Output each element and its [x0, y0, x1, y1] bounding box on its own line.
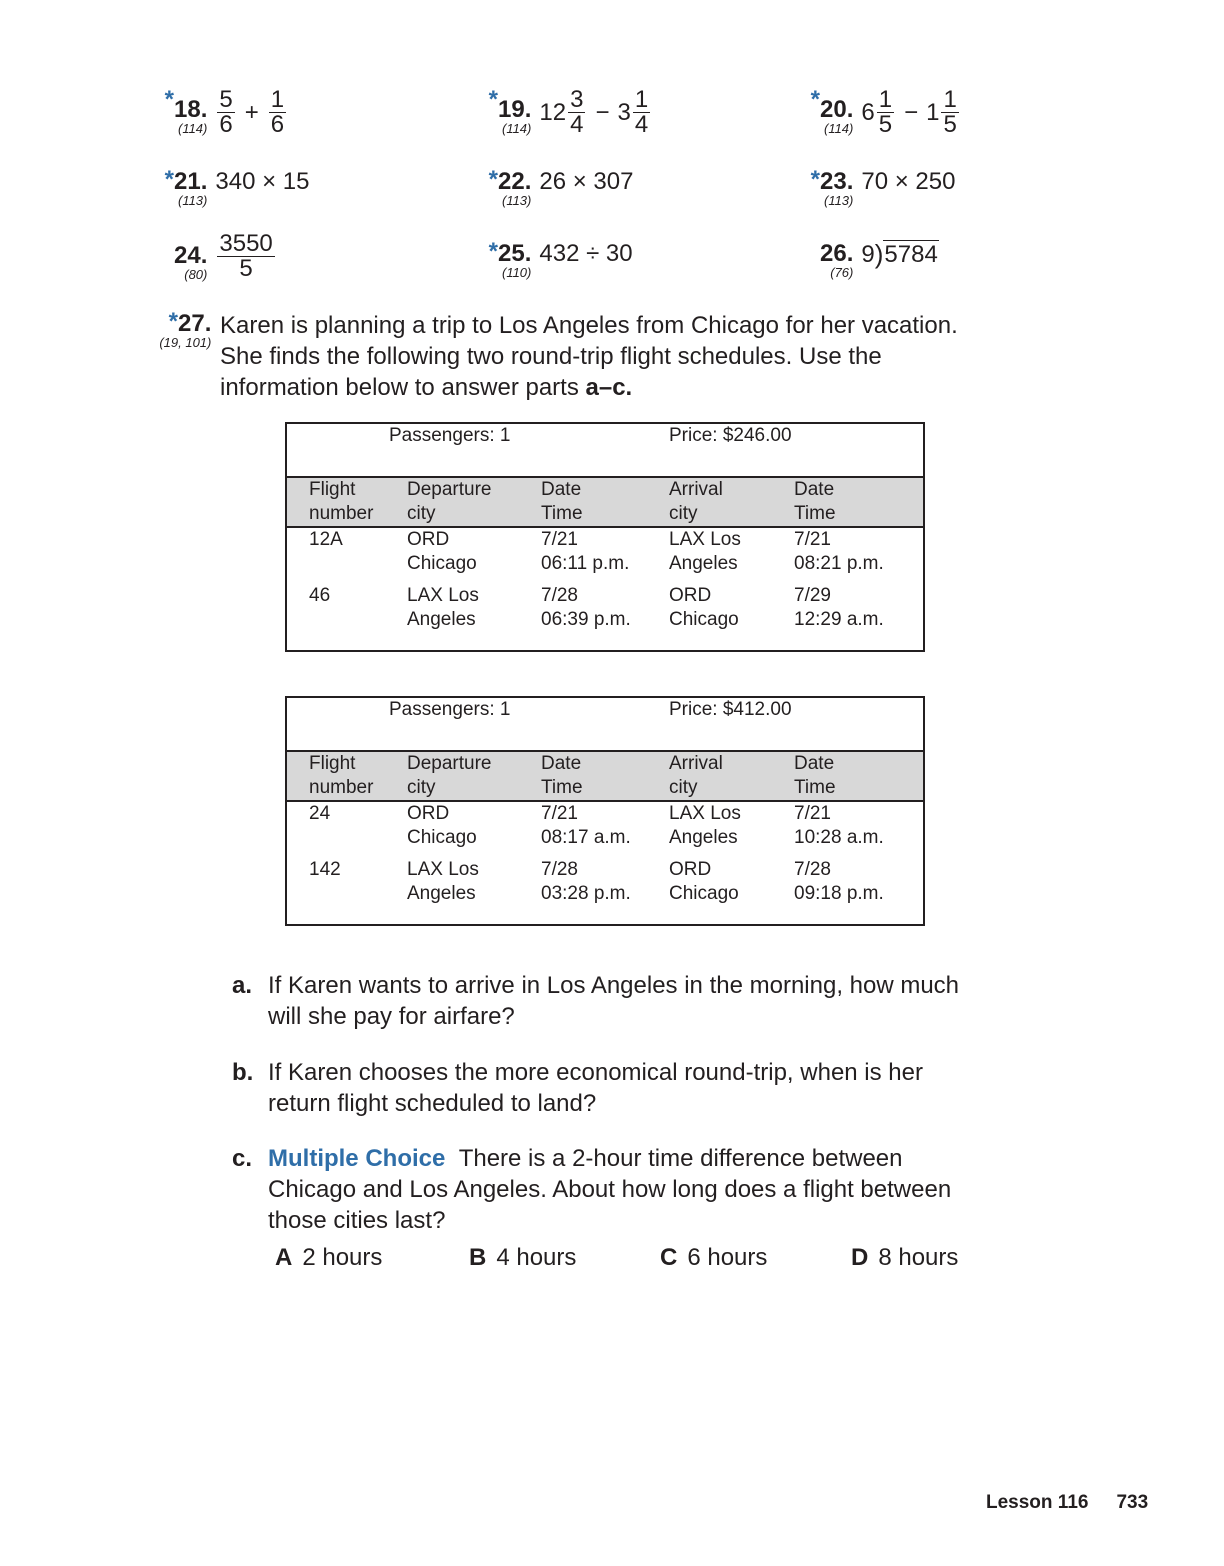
expression: 340 × 15 — [215, 168, 310, 195]
cell-line: 7/28 — [541, 585, 578, 606]
part-label: a. — [232, 972, 253, 999]
cell-line: 09:18 p.m. — [794, 883, 884, 904]
page-footer — [986, 1492, 1148, 1514]
table-cell — [541, 576, 669, 651]
text-line: If Karen wants to arrive in Los Angeles in the morning, how much — [268, 972, 960, 999]
table-summary-row — [286, 423, 924, 477]
cell-line — [309, 826, 407, 850]
expression: 26 × 307 — [539, 168, 634, 195]
problem-number: 19. — [498, 96, 532, 123]
cell-line: 7/21 — [794, 529, 831, 550]
problem-19 — [484, 88, 652, 137]
fraction — [568, 88, 585, 137]
problem-number: 27. — [178, 310, 212, 337]
cell-line: Angeles — [669, 553, 738, 574]
expression: 432 ÷ 30 — [539, 240, 633, 267]
problem-number: 25. — [498, 240, 532, 267]
table-summary-row — [286, 697, 924, 751]
numerator: 3550 — [219, 230, 273, 257]
choice-a[interactable] — [275, 1242, 382, 1273]
header-line: number — [309, 777, 374, 798]
text-line: Chicago and Los Angeles. About how long does a flight between — [268, 1176, 952, 1203]
problem-26 — [806, 240, 939, 279]
cell-line: 7/29 — [794, 585, 831, 606]
cell-line: ORD — [669, 859, 712, 880]
table-cell — [669, 527, 794, 576]
divisor: 9 — [861, 240, 875, 268]
problem-21 — [160, 168, 309, 207]
header-line: city — [407, 777, 436, 798]
choice-d[interactable] — [851, 1242, 958, 1273]
multiple-choice-label: Multiple Choice — [268, 1145, 446, 1172]
star-icon: * — [164, 86, 174, 113]
cell-line: 7/21 — [541, 529, 578, 550]
choice-text: 6 hours — [687, 1244, 768, 1271]
cell-line: 12:29 a.m. — [794, 609, 884, 630]
problem-27-text — [220, 310, 980, 403]
long-division — [875, 240, 939, 269]
whole-number: 12 — [539, 98, 567, 126]
cell-line: 7/28 — [794, 859, 831, 880]
header-line: Flight — [309, 753, 356, 774]
column-header — [669, 751, 794, 801]
page-number: 733 — [1116, 1492, 1149, 1513]
cell-line: Chicago — [407, 553, 477, 574]
table-cell — [286, 801, 407, 850]
problem-number: 18. — [174, 96, 208, 123]
cell-line: ORD — [407, 529, 450, 550]
table-cell — [407, 850, 541, 925]
part-b — [232, 1057, 982, 1119]
cell-line: LAX Los — [669, 803, 741, 824]
cell-line: 46 — [309, 585, 331, 606]
part-a — [232, 970, 982, 1032]
column-header — [794, 751, 924, 801]
column-header — [286, 477, 407, 527]
header-line: number — [309, 503, 374, 524]
header-line: city — [669, 503, 698, 524]
flight-schedule-table — [285, 696, 925, 926]
choice-c[interactable] — [660, 1242, 767, 1273]
column-header — [286, 751, 407, 801]
table-cell — [669, 576, 794, 651]
table-cell — [669, 801, 794, 850]
header-line: Departure — [407, 479, 492, 500]
cell-line: 7/28 — [541, 859, 578, 880]
problem-number: 21. — [174, 168, 208, 195]
problem-number: 20. — [820, 96, 854, 123]
text-line: those cities last? — [268, 1207, 446, 1234]
operator: − — [595, 98, 610, 126]
star-icon: * — [488, 86, 498, 113]
fraction — [941, 88, 958, 137]
fraction — [633, 88, 650, 137]
text-line: She finds the following two round-trip flight schedules. Use the — [220, 343, 882, 370]
star-icon: * — [488, 238, 498, 265]
cell-line: 10:28 a.m. — [794, 827, 884, 848]
column-header — [541, 477, 669, 527]
cell-line: ORD — [407, 803, 450, 824]
denominator: 4 — [634, 111, 649, 138]
choice-letter: A — [275, 1244, 293, 1271]
cell-line: 7/21 — [794, 803, 831, 824]
header-line: Time — [794, 777, 836, 798]
cell-line: Angeles — [407, 609, 476, 630]
whole-number: 3 — [617, 98, 631, 126]
problem-22 — [484, 168, 633, 207]
problem-25 — [484, 240, 633, 279]
numerator: 1 — [270, 86, 285, 113]
dividend: 5784 — [884, 241, 938, 268]
column-header — [794, 477, 924, 527]
whole-number: 1 — [926, 98, 940, 126]
table-cell — [541, 801, 669, 850]
text-span: There is a 2-hour time difference between — [458, 1145, 903, 1172]
expression — [539, 88, 652, 137]
passengers: Passengers: 1 — [389, 425, 511, 446]
cell-line — [309, 552, 407, 576]
choice-letter: D — [851, 1244, 869, 1271]
table-row — [286, 527, 924, 576]
choice-text: 2 hours — [302, 1244, 383, 1271]
lesson-reference: (113) — [177, 193, 208, 208]
division-bracket-icon: ) — [874, 239, 884, 269]
text-line: Karen is planning a trip to Los Angeles from Chicago for her vacation. — [220, 312, 958, 339]
operator: − — [904, 98, 919, 126]
text-line: return flight scheduled to land? — [268, 1090, 597, 1117]
column-header — [541, 751, 669, 801]
cell-line: 03:28 p.m. — [541, 883, 631, 904]
problem-number: 23. — [820, 168, 854, 195]
text-line: will she pay for airfare? — [268, 1003, 515, 1030]
denominator: 6 — [270, 111, 285, 138]
part-label: b. — [232, 1059, 254, 1086]
bold-span: a–c. — [585, 374, 633, 401]
denominator: 5 — [878, 111, 893, 138]
cell-line: 06:39 p.m. — [541, 609, 631, 630]
table-cell — [286, 850, 407, 925]
price: Price: $412.00 — [669, 699, 792, 720]
column-header-row — [286, 751, 924, 801]
fraction — [217, 232, 274, 281]
expression — [215, 88, 288, 137]
numerator: 1 — [943, 86, 957, 113]
numerator: 1 — [634, 86, 649, 113]
header-line: Date — [794, 753, 835, 774]
cell-line: LAX Los — [407, 585, 479, 606]
cell-line: 24 — [309, 803, 331, 824]
header-line: Date — [794, 479, 835, 500]
choice-b[interactable] — [469, 1242, 576, 1273]
lesson-reference: (80) — [184, 267, 208, 282]
star-icon: * — [810, 86, 820, 113]
cell-line: Chicago — [669, 609, 739, 630]
table-cell — [541, 850, 669, 925]
denominator: 6 — [219, 111, 233, 138]
lesson-reference: (114) — [823, 121, 854, 136]
table-row — [286, 801, 924, 850]
cell-line: Chicago — [669, 883, 739, 904]
header-line: Flight — [309, 479, 356, 500]
lesson-reference: (110) — [501, 265, 532, 280]
text-span: information below to answer parts — [220, 374, 586, 401]
header-line: city — [669, 777, 698, 798]
star-icon: * — [810, 166, 820, 193]
problem-23 — [806, 168, 955, 207]
expression — [861, 240, 938, 269]
problem-18 — [160, 88, 288, 137]
table-cell — [286, 576, 407, 651]
problem-27-label — [150, 310, 211, 349]
cell-line: 142 — [309, 859, 341, 880]
cell-line: Angeles — [407, 883, 476, 904]
table-cell — [541, 527, 669, 576]
problem-number: 22. — [498, 168, 532, 195]
choice-text: 4 hours — [496, 1244, 577, 1271]
lesson-reference: (113) — [501, 193, 532, 208]
denominator: 5 — [239, 255, 253, 282]
numerator: 1 — [878, 86, 893, 113]
cell-line — [309, 882, 407, 906]
table-cell — [407, 801, 541, 850]
table-cell — [794, 801, 924, 850]
price: Price: $246.00 — [669, 425, 792, 446]
lesson-reference: (113) — [823, 193, 854, 208]
table-cell — [794, 850, 924, 925]
column-header — [407, 477, 541, 527]
expression — [215, 232, 276, 281]
problem-24 — [160, 232, 277, 281]
header-line: Departure — [407, 753, 492, 774]
table-cell — [407, 576, 541, 651]
operator: + — [244, 98, 259, 126]
text-line — [268, 1143, 951, 1174]
star-icon: * — [488, 166, 498, 193]
header-line: Time — [541, 503, 583, 524]
lesson-reference: (19, 101) — [159, 335, 212, 350]
cell-line: LAX Los — [407, 859, 479, 880]
part-c — [232, 1143, 982, 1236]
fraction — [217, 88, 234, 137]
passengers: Passengers: 1 — [389, 699, 511, 720]
fraction — [877, 88, 894, 137]
table-cell — [669, 850, 794, 925]
column-header-row — [286, 477, 924, 527]
table-cell — [794, 527, 924, 576]
cell-line: 08:21 p.m. — [794, 553, 884, 574]
header-line: Date — [541, 479, 582, 500]
table-row — [286, 850, 924, 925]
part-label: c. — [232, 1145, 253, 1172]
choice-text: 8 hours — [878, 1244, 959, 1271]
table-cell — [794, 576, 924, 651]
cell-line — [309, 608, 407, 632]
column-header — [669, 477, 794, 527]
problem-20 — [806, 88, 961, 137]
table-row — [286, 576, 924, 651]
table-cell — [407, 527, 541, 576]
star-icon: * — [164, 166, 174, 193]
numerator: 5 — [219, 86, 233, 113]
header-line: Time — [794, 503, 836, 524]
cell-line: 7/21 — [541, 803, 578, 824]
whole-number: 6 — [861, 98, 875, 126]
cell-line: 12A — [309, 529, 343, 550]
fraction — [269, 88, 286, 137]
lesson-reference: (76) — [830, 265, 854, 280]
cell-line: LAX Los — [669, 529, 741, 550]
denominator: 4 — [570, 111, 584, 138]
header-line: city — [407, 503, 436, 524]
cell-line: ORD — [669, 585, 712, 606]
cell-line: 08:17 a.m. — [541, 827, 631, 848]
lesson-reference: (114) — [501, 121, 532, 136]
header-line: Time — [541, 777, 583, 798]
problem-number: 24. — [174, 242, 208, 269]
header-line: Date — [541, 753, 582, 774]
text-line — [220, 372, 980, 403]
cell-line: 06:11 p.m. — [541, 553, 630, 574]
expression: 70 × 250 — [861, 168, 956, 195]
table-cell — [286, 527, 407, 576]
text-line: If Karen chooses the more economical round-trip, when is her — [268, 1059, 923, 1086]
lesson-reference: (114) — [177, 121, 208, 136]
expression — [861, 88, 960, 137]
choice-letter: C — [660, 1244, 678, 1271]
column-header — [407, 751, 541, 801]
flight-schedule-table — [285, 422, 925, 652]
star-icon: * — [168, 308, 178, 335]
lesson-label: Lesson 116 — [986, 1492, 1089, 1513]
denominator: 5 — [943, 111, 957, 138]
numerator: 3 — [570, 86, 584, 113]
cell-line: Angeles — [669, 827, 738, 848]
choice-letter: B — [469, 1244, 487, 1271]
header-line: Arrival — [669, 753, 723, 774]
problem-number: 26. — [820, 240, 854, 267]
header-line: Arrival — [669, 479, 723, 500]
cell-line: Chicago — [407, 827, 477, 848]
